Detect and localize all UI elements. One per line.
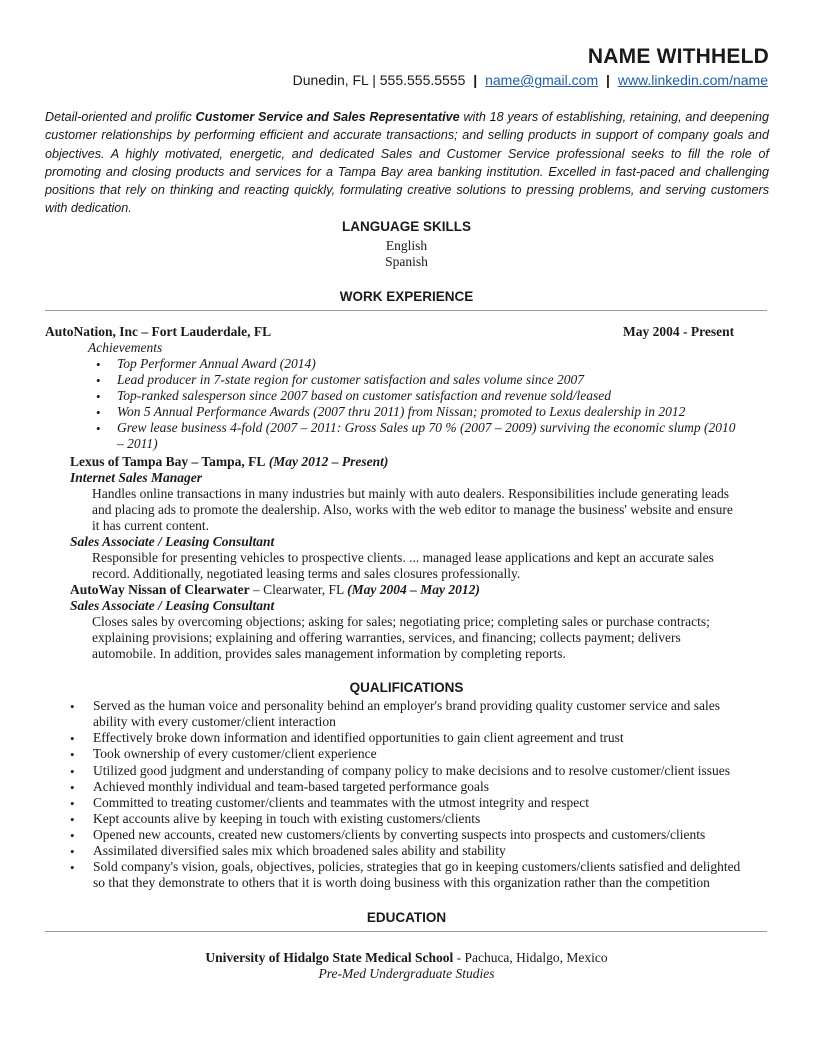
bullet-icon: •	[70, 828, 75, 843]
achievement-item: Top-ranked salesperson since 2007 based on customer satisfaction and revenue sold/leased	[117, 388, 611, 403]
achievement-item: Lead producer in 7-state region for customer satisfaction and sales volume since 2007	[117, 372, 584, 387]
qualification-item: Kept accounts alive by keeping in touch with existing customers/clients	[93, 811, 481, 826]
school-name: University of Hidalgo State Medical School	[205, 950, 454, 965]
qualification-item-continued: ability with every customer/client interaction	[93, 714, 336, 729]
qualification-item: Assimilated diversified sales mix which broadened sales ability and stability	[93, 843, 506, 858]
achievement-item: Grew lease business 4-fold (2007 – 2011: Gross Sales up 70 % (2007 – 2009) surviving the economic slump (2010	[117, 420, 736, 435]
bullet-icon: •	[96, 373, 101, 388]
language-item: Spanish	[385, 254, 428, 269]
role-description: and placing ads to promote the dealership. Also, works with the web editor to manage the business' website and ensure	[92, 502, 733, 517]
bullet-icon: •	[70, 860, 75, 875]
achievements-label: Achievements	[88, 340, 163, 355]
company-autoway	[70, 582, 480, 598]
achievement-item: Top Performer Annual Award (2014)	[117, 356, 316, 371]
bullet-icon: •	[70, 731, 75, 746]
education-heading: EDUCATION	[366, 910, 447, 925]
lexus-company: Lexus of Tampa Bay – Tampa, FL	[70, 454, 266, 469]
role-description: explaining provisions; explaining and offering warranties, services, and financing; collects payment; delivers	[92, 630, 681, 645]
email-link[interactable]: name@gmail.com	[485, 72, 599, 88]
contact-separator: |	[473, 72, 478, 88]
bullet-icon: •	[70, 780, 75, 795]
section-divider	[45, 931, 767, 932]
achievement-item-continued: – 2011)	[117, 436, 158, 451]
qualification-item: Took ownership of every customer/client experience	[93, 746, 377, 761]
qualification-item: Utilized good judgment and understanding of company policy to make decisions and to resolve customer/client issues	[93, 763, 730, 778]
role-description: record. Additionally, negotiated leasing terms and sales closures professionally.	[92, 566, 521, 581]
contact-line	[293, 72, 768, 88]
summary-rest: with 18 years of establishing, retaining, and deepening customer relationships by performing efficient and accurate transactions; and selling products in support of company goals and objectives. A highly motivated, energetic, and dedicated Sales and Customer Service professional seeks to fill the role of promoting and closing products and services for a Tampa Bay area banking institution. Excelled in fast-paced and challenging positions that rely on thinking and reacting quickly, formulating creative solutions to pressing problems, and serving customers with dedication.	[45, 110, 769, 216]
bullet-icon: •	[70, 764, 75, 779]
bullet-icon: •	[96, 405, 101, 420]
company-autonation: AutoNation, Inc – Fort Lauderdale, FL	[45, 324, 272, 339]
lexus-dates: (May 2012 – Present)	[268, 454, 389, 469]
qualification-item: Effectively broke down information and identified opportunities to gain client agreement and trust	[93, 730, 624, 745]
qualification-item: Served as the human voice and personality behind an employer's brand providing quality customer service and sales	[93, 698, 721, 713]
role-description: Responsible for presenting vehicles to prospective clients. ... managed lease applications and kept an accurate sales	[92, 550, 714, 565]
summary-intro: Detail-oriented and prolific	[45, 110, 196, 124]
school-location: - Pachuca, Hidalgo, Mexico	[453, 950, 608, 965]
company-lexus	[70, 454, 388, 470]
bullet-icon: •	[70, 796, 75, 811]
role-title: Sales Associate / Leasing Consultant	[70, 534, 275, 549]
autoway-location: – Clearwater, FL	[249, 582, 348, 597]
contact-separator: |	[606, 72, 610, 88]
location-phone: Dunedin, FL | 555.555.5555	[292, 72, 466, 88]
qualification-item: Committed to treating customer/clients and teammates with the utmost integrity and respect	[93, 795, 590, 810]
bullet-icon: •	[70, 747, 75, 762]
role-description: Closes sales by overcoming objections; asking for sales; negotiating price; completing sales or purchase contracts;	[92, 614, 710, 629]
linkedin-link[interactable]: www.linkedin.com/name	[617, 72, 768, 88]
qualification-item: Sold company's vision, goals, objectives, policies, strategies that go in keeping customers/clients satisfied and delighted	[93, 859, 741, 874]
role-title: Sales Associate / Leasing Consultant	[70, 598, 275, 613]
role-description: it has current content.	[92, 518, 209, 533]
bullet-icon: •	[70, 844, 75, 859]
role-title: Internet Sales Manager	[70, 470, 203, 485]
achievement-item: Won 5 Annual Performance Awards (2007 thru 2011) from Nissan; promoted to Lexus dealership in 2012	[117, 404, 686, 419]
bullet-icon: •	[96, 357, 101, 372]
autoway-company: AutoWay Nissan of Clearwater	[70, 582, 250, 597]
bullet-icon: •	[70, 812, 75, 827]
role-description: automobile. In addition, provides sales management information by completing reports.	[92, 646, 566, 661]
bullet-icon: •	[96, 421, 101, 436]
dates-autonation: May 2004 - Present	[623, 324, 735, 339]
qualification-item: Opened new accounts, created new customers/clients by converting suspects into prospects and customers/clients	[93, 827, 706, 842]
bullet-icon: •	[96, 389, 101, 404]
qualification-item-continued: so that they demonstrate to others that it is worth doing business with this organization rather than the competition	[93, 875, 710, 890]
professional-summary	[45, 108, 769, 218]
qualifications-heading: QUALIFICATIONS	[349, 680, 464, 695]
language-item: English	[385, 238, 428, 253]
education-institution	[0, 950, 813, 966]
role-description: Handles online transactions in many industries but mainly with auto dealers. Responsibilities include generating leads	[92, 486, 729, 501]
education-program: Pre-Med Undergraduate Studies	[318, 966, 495, 981]
candidate-name: NAME WITHHELD	[587, 45, 769, 68]
work-experience-heading: WORK EXPERIENCE	[339, 289, 474, 304]
bullet-icon: •	[70, 699, 75, 714]
autoway-dates: (May 2004 – May 2012)	[347, 582, 480, 597]
language-skills-heading: LANGUAGE SKILLS	[341, 219, 471, 234]
section-divider	[45, 310, 767, 311]
summary-title: Customer Service and Sales Representative	[195, 110, 460, 124]
qualification-item: Achieved monthly individual and team-based targeted performance goals	[93, 779, 489, 794]
